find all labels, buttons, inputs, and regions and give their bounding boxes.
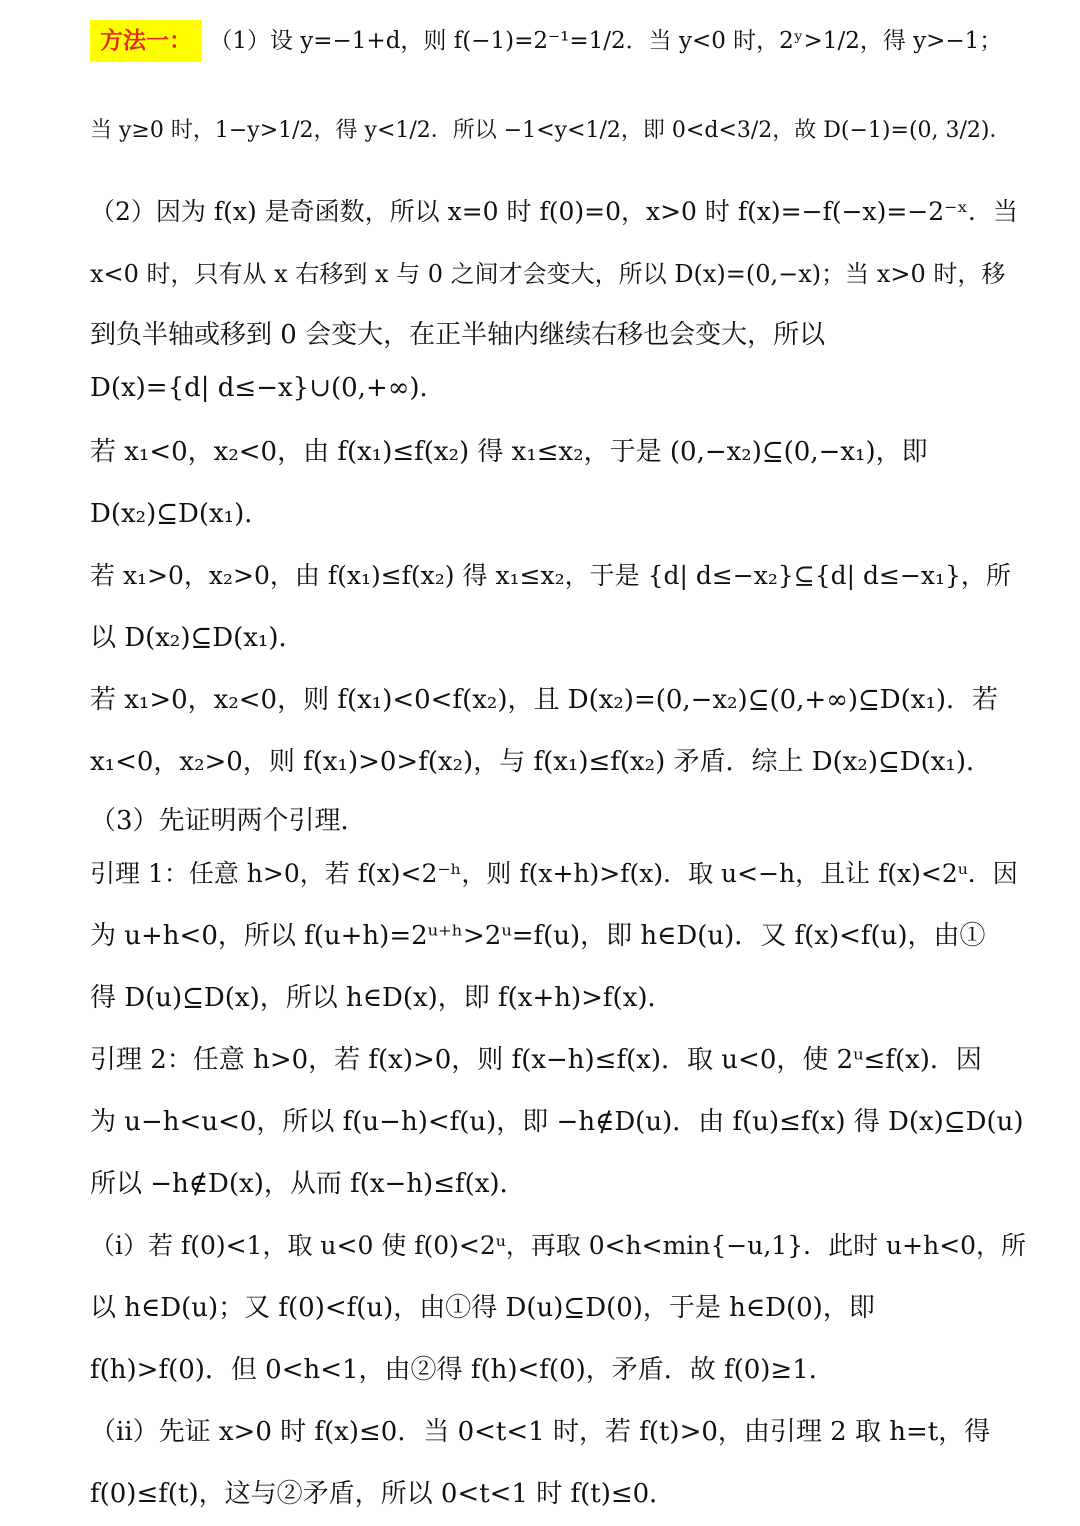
text-line-6: D(x)={d| d≤−x}∪(0,+∞)． xyxy=(90,373,446,403)
text-line-1 xyxy=(90,28,1040,56)
text-line-4: x<0 时，只有从 x 右移到 x 与 0 之间才会变大，所以 D(x)=(0,−x)；当 x>0 时，移 xyxy=(90,260,1006,288)
text-line-9: 若 x₁>0，x₂>0，由 f(x₁)≤f(x₂) 得 x₁≤x₂，于是 {d| d≤−x₂}⊆{d| d≤−x₁}，所 xyxy=(90,561,1011,590)
text-line-3: （2）因为 f(x) 是奇函数，所以 x=0 时 f(0)=0，x>0 时 f(x)=−f(−x)=−2⁻ˣ．当 xyxy=(90,197,1018,226)
method-label: 方法一： xyxy=(90,20,202,62)
text-line-8: D(x₂)⊆D(x₁)． xyxy=(90,499,271,529)
text-line-11: 若 x₁>0，x₂<0，则 f(x₁)<0<f(x₂)，且 D(x₂)=(0,−x₂)⊆(0,+∞)⊆D(x₁)．若 xyxy=(90,685,999,715)
text-line-13: （3）先证明两个引理． xyxy=(90,806,367,836)
text-line-23: （ii）先证 x>0 时 f(x)≤0．当 0<t<1 时，若 f(t)>0，由引理 2 取 h=t，得 xyxy=(90,1417,991,1447)
text-line-22: f(h)>f(0)．但 0<h<1，由②得 f(h)<f(0)，矛盾．故 f(0)≥1． xyxy=(90,1355,835,1385)
text-line-14: 引理 1：任意 h>0，若 f(x)<2⁻ʰ，则 f(x+h)>f(x)．取 u<−h，且让 f(x)<2ᵘ．因 xyxy=(90,859,1018,888)
text-line-20: （i）若 f(0)<1，取 u<0 使 f(0)<2ᵘ，再取 0<h<min{−u,1}．此时 u+h<0，所 xyxy=(90,1231,1027,1260)
text-line-7: 若 x₁<0，x₂<0，由 f(x₁)≤f(x₂) 得 x₁≤x₂，于是 (0,−x₂)⊆(0,−x₁)，即 xyxy=(90,437,928,467)
text-line-19: 所以 −h∉D(x)，从而 f(x−h)≤f(x)． xyxy=(90,1169,526,1199)
text-line-17: 引理 2：任意 h>0，若 f(x)>0，则 f(x−h)≤f(x)．取 u<0，使 2ᵘ≤f(x)．因 xyxy=(90,1045,982,1075)
text-line-12: x₁<0，x₂>0，则 f(x₁)>0>f(x₂)，与 f(x₁)≤f(x₂) 矛盾．综上 D(x₂)⊆D(x₁)． xyxy=(90,747,992,777)
text-line-5: 到负半轴或移到 0 会变大，在正半轴内继续右移也会变大，所以 xyxy=(90,320,826,350)
line-text: （1）设 y=−1+d，则 f(−1)=2⁻¹=1/2．当 y<0 时，2ʸ>1/2，得 y>−1； xyxy=(209,28,1003,54)
text-line-21: 以 h∈D(u)；又 f(0)<f(u)，由①得 D(u)⊆D(0)，于是 h∈D(0)，即 xyxy=(90,1293,875,1323)
text-line-24: f(0)≤f(t)，这与②矛盾，所以 0<t<1 时 f(t)≤0． xyxy=(90,1479,676,1509)
text-line-16: 得 D(u)⊆D(x)，所以 h∈D(x)，即 f(x+h)>f(x)． xyxy=(90,983,674,1013)
text-line-18: 为 u−h<u<0，所以 f(u−h)<f(u)，即 −h∉D(u)．由 f(u)≤f(x) 得 D(x)⊆D(u) xyxy=(90,1107,1024,1137)
text-line-2: 当 y≥0 时，1−y>1/2，得 y<1/2．所以 −1<y<1/2，即 0<d<3/2，故 D(−1)=(0, 3/2)． xyxy=(90,118,1012,143)
text-line-10: 以 D(x₂)⊆D(x₁)． xyxy=(90,623,305,653)
text-line-15: 为 u+h<0，所以 f(u+h)=2ᵘ⁺ʰ>2ᵘ=f(u)，即 h∈D(u)．又 f(x)<f(u)，由① xyxy=(90,921,986,951)
